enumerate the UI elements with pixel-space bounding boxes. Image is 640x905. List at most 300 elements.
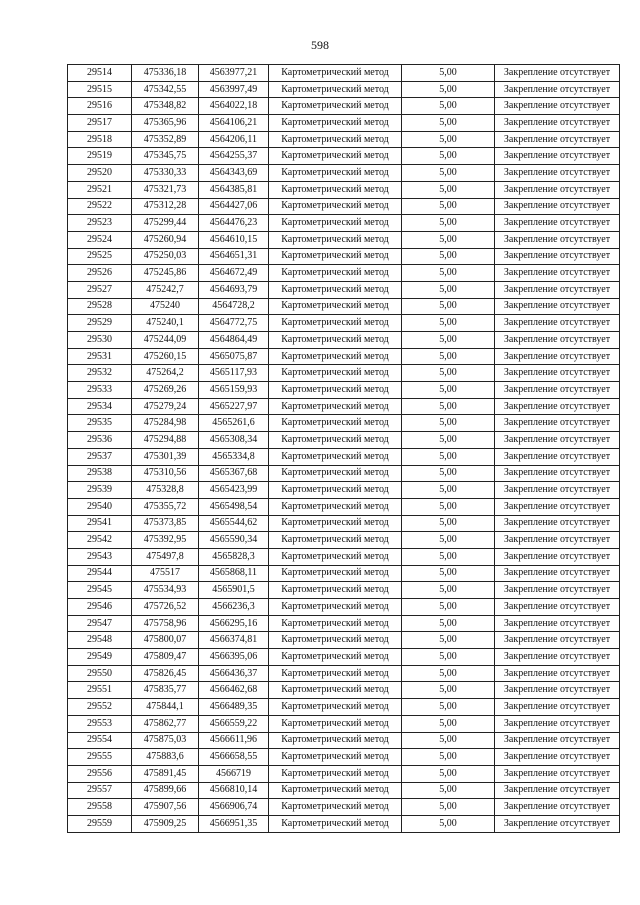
point-number-cell: 29515 (68, 81, 132, 98)
method-cell: Картометрический метод (269, 515, 402, 532)
point-number-cell: 29538 (68, 465, 132, 482)
method-cell: Картометрический метод (269, 715, 402, 732)
table-row (68, 548, 620, 565)
precision-cell: 5,00 (402, 382, 495, 399)
fixing-cell: Закрепление отсутствует (495, 548, 620, 565)
y-coordinate-cell: 4566295,16 (199, 615, 269, 632)
table-row (68, 465, 620, 482)
fixing-cell: Закрепление отсутствует (495, 715, 620, 732)
point-number-cell: 29516 (68, 98, 132, 115)
x-coordinate-cell: 475373,85 (132, 515, 199, 532)
y-coordinate-cell: 4565544,62 (199, 515, 269, 532)
y-coordinate-cell: 4565334,8 (199, 448, 269, 465)
method-cell: Картометрический метод (269, 649, 402, 666)
precision-cell: 5,00 (402, 215, 495, 232)
method-cell: Картометрический метод (269, 465, 402, 482)
fixing-cell: Закрепление отсутствует (495, 398, 620, 415)
x-coordinate-cell: 475260,94 (132, 231, 199, 248)
x-coordinate-cell: 475875,03 (132, 732, 199, 749)
method-cell: Картометрический метод (269, 231, 402, 248)
method-cell: Картометрический метод (269, 582, 402, 599)
x-coordinate-cell: 475250,03 (132, 248, 199, 265)
y-coordinate-cell: 4566236,3 (199, 599, 269, 616)
fixing-cell: Закрепление отсутствует (495, 582, 620, 599)
precision-cell: 5,00 (402, 548, 495, 565)
method-cell: Картометрический метод (269, 315, 402, 332)
x-coordinate-cell: 475284,98 (132, 415, 199, 432)
point-number-cell: 29541 (68, 515, 132, 532)
method-cell: Картометрический метод (269, 298, 402, 315)
fixing-cell: Закрепление отсутствует (495, 782, 620, 799)
precision-cell: 5,00 (402, 582, 495, 599)
x-coordinate-cell: 475310,56 (132, 465, 199, 482)
table-row (68, 198, 620, 215)
x-coordinate-cell: 475264,2 (132, 365, 199, 382)
y-coordinate-cell: 4566395,06 (199, 649, 269, 666)
precision-cell: 5,00 (402, 515, 495, 532)
precision-cell: 5,00 (402, 248, 495, 265)
y-coordinate-cell: 4564772,75 (199, 315, 269, 332)
x-coordinate-cell: 475809,47 (132, 649, 199, 666)
y-coordinate-cell: 4564672,49 (199, 265, 269, 282)
precision-cell: 5,00 (402, 98, 495, 115)
fixing-cell: Закрепление отсутствует (495, 615, 620, 632)
point-number-cell: 29533 (68, 382, 132, 399)
y-coordinate-cell: 4566611,96 (199, 732, 269, 749)
x-coordinate-cell: 475899,66 (132, 782, 199, 799)
table-row (68, 165, 620, 182)
precision-cell: 5,00 (402, 565, 495, 582)
y-coordinate-cell: 4566810,14 (199, 782, 269, 799)
point-number-cell: 29522 (68, 198, 132, 215)
method-cell: Картометрический метод (269, 215, 402, 232)
precision-cell: 5,00 (402, 281, 495, 298)
point-number-cell: 29556 (68, 765, 132, 782)
table-row (68, 515, 620, 532)
method-cell: Картометрический метод (269, 382, 402, 399)
y-coordinate-cell: 4564427,06 (199, 198, 269, 215)
table-row (68, 615, 620, 632)
method-cell: Картометрический метод (269, 749, 402, 766)
table-row (68, 415, 620, 432)
x-coordinate-cell: 475517 (132, 565, 199, 582)
table-row (68, 632, 620, 649)
fixing-cell: Закрепление отсутствует (495, 315, 620, 332)
point-number-cell: 29540 (68, 498, 132, 515)
table-row (68, 115, 620, 132)
precision-cell: 5,00 (402, 749, 495, 766)
x-coordinate-cell: 475909,25 (132, 815, 199, 832)
x-coordinate-cell: 475240,1 (132, 315, 199, 332)
table-row (68, 332, 620, 349)
point-number-cell: 29559 (68, 815, 132, 832)
y-coordinate-cell: 4565498,54 (199, 498, 269, 515)
x-coordinate-cell: 475352,89 (132, 131, 199, 148)
point-number-cell: 29517 (68, 115, 132, 132)
point-number-cell: 29527 (68, 281, 132, 298)
fixing-cell: Закрепление отсутствует (495, 281, 620, 298)
table-row (68, 382, 620, 399)
table-row (68, 715, 620, 732)
x-coordinate-cell: 475497,8 (132, 548, 199, 565)
fixing-cell: Закрепление отсутствует (495, 599, 620, 616)
precision-cell: 5,00 (402, 315, 495, 332)
method-cell: Картометрический метод (269, 815, 402, 832)
fixing-cell: Закрепление отсутствует (495, 98, 620, 115)
precision-cell: 5,00 (402, 415, 495, 432)
x-coordinate-cell: 475345,75 (132, 148, 199, 165)
y-coordinate-cell: 4565159,93 (199, 382, 269, 399)
x-coordinate-cell: 475883,6 (132, 749, 199, 766)
fixing-cell: Закрепление отсутствует (495, 432, 620, 449)
method-cell: Картометрический метод (269, 148, 402, 165)
point-number-cell: 29535 (68, 415, 132, 432)
table-row (68, 582, 620, 599)
point-number-cell: 29542 (68, 532, 132, 549)
fixing-cell: Закрепление отсутствует (495, 749, 620, 766)
point-number-cell: 29555 (68, 749, 132, 766)
fixing-cell: Закрепление отсутствует (495, 565, 620, 582)
point-number-cell: 29544 (68, 565, 132, 582)
fixing-cell: Закрепление отсутствует (495, 81, 620, 98)
x-coordinate-cell: 475348,82 (132, 98, 199, 115)
fixing-cell: Закрепление отсутствует (495, 665, 620, 682)
point-number-cell: 29551 (68, 682, 132, 699)
fixing-cell: Закрепление отсутствует (495, 348, 620, 365)
y-coordinate-cell: 4565075,87 (199, 348, 269, 365)
table-row (68, 248, 620, 265)
y-coordinate-cell: 4565868,11 (199, 565, 269, 582)
table-row (68, 231, 620, 248)
x-coordinate-cell: 475891,45 (132, 765, 199, 782)
method-cell: Картометрический метод (269, 348, 402, 365)
precision-cell: 5,00 (402, 432, 495, 449)
precision-cell: 5,00 (402, 765, 495, 782)
point-number-cell: 29537 (68, 448, 132, 465)
y-coordinate-cell: 4565590,34 (199, 532, 269, 549)
x-coordinate-cell: 475534,93 (132, 582, 199, 599)
precision-cell: 5,00 (402, 131, 495, 148)
point-number-cell: 29521 (68, 181, 132, 198)
table-row (68, 281, 620, 298)
fixing-cell: Закрепление отсутствует (495, 198, 620, 215)
precision-cell: 5,00 (402, 532, 495, 549)
method-cell: Картометрический метод (269, 98, 402, 115)
method-cell: Картометрический метод (269, 548, 402, 565)
y-coordinate-cell: 4564728,2 (199, 298, 269, 315)
x-coordinate-cell: 475342,55 (132, 81, 199, 98)
y-coordinate-cell: 4566719 (199, 765, 269, 782)
table-row (68, 181, 620, 198)
fixing-cell: Закрепление отсутствует (495, 799, 620, 816)
fixing-cell: Закрепление отсутствует (495, 148, 620, 165)
method-cell: Картометрический метод (269, 281, 402, 298)
method-cell: Картометрический метод (269, 198, 402, 215)
table-row (68, 365, 620, 382)
fixing-cell: Закрепление отсутствует (495, 382, 620, 399)
point-number-cell: 29531 (68, 348, 132, 365)
fixing-cell: Закрепление отсутствует (495, 649, 620, 666)
x-coordinate-cell: 475245,86 (132, 265, 199, 282)
table-row (68, 699, 620, 716)
precision-cell: 5,00 (402, 65, 495, 82)
x-coordinate-cell: 475907,56 (132, 799, 199, 816)
y-coordinate-cell: 4566559,22 (199, 715, 269, 732)
fixing-cell: Закрепление отсутствует (495, 498, 620, 515)
x-coordinate-cell: 475294,88 (132, 432, 199, 449)
x-coordinate-cell: 475330,33 (132, 165, 199, 182)
fixing-cell: Закрепление отсутствует (495, 465, 620, 482)
method-cell: Картометрический метод (269, 765, 402, 782)
precision-cell: 5,00 (402, 732, 495, 749)
fixing-cell: Закрепление отсутствует (495, 482, 620, 499)
y-coordinate-cell: 4564343,69 (199, 165, 269, 182)
method-cell: Картометрический метод (269, 799, 402, 816)
table-row (68, 98, 620, 115)
table-row (68, 565, 620, 582)
method-cell: Картометрический метод (269, 415, 402, 432)
precision-cell: 5,00 (402, 231, 495, 248)
method-cell: Картометрический метод (269, 732, 402, 749)
precision-cell: 5,00 (402, 815, 495, 832)
y-coordinate-cell: 4565227,97 (199, 398, 269, 415)
x-coordinate-cell: 475279,24 (132, 398, 199, 415)
table-row (68, 599, 620, 616)
precision-cell: 5,00 (402, 298, 495, 315)
point-number-cell: 29528 (68, 298, 132, 315)
y-coordinate-cell: 4565423,99 (199, 482, 269, 499)
x-coordinate-cell: 475844,1 (132, 699, 199, 716)
point-number-cell: 29552 (68, 699, 132, 716)
x-coordinate-cell: 475726,52 (132, 599, 199, 616)
y-coordinate-cell: 4564255,37 (199, 148, 269, 165)
table-row (68, 749, 620, 766)
precision-cell: 5,00 (402, 348, 495, 365)
point-number-cell: 29548 (68, 632, 132, 649)
table-row (68, 81, 620, 98)
table-row (68, 765, 620, 782)
point-number-cell: 29536 (68, 432, 132, 449)
fixing-cell: Закрепление отсутствует (495, 298, 620, 315)
point-number-cell: 29539 (68, 482, 132, 499)
x-coordinate-cell: 475244,09 (132, 332, 199, 349)
method-cell: Картометрический метод (269, 565, 402, 582)
precision-cell: 5,00 (402, 482, 495, 499)
fixing-cell: Закрепление отсутствует (495, 448, 620, 465)
y-coordinate-cell: 4565117,93 (199, 365, 269, 382)
precision-cell: 5,00 (402, 265, 495, 282)
method-cell: Картометрический метод (269, 432, 402, 449)
fixing-cell: Закрепление отсутствует (495, 181, 620, 198)
x-coordinate-cell: 475800,07 (132, 632, 199, 649)
x-coordinate-cell: 475301,39 (132, 448, 199, 465)
precision-cell: 5,00 (402, 682, 495, 699)
y-coordinate-cell: 4564864,49 (199, 332, 269, 349)
precision-cell: 5,00 (402, 365, 495, 382)
point-number-cell: 29520 (68, 165, 132, 182)
method-cell: Картометрический метод (269, 81, 402, 98)
precision-cell: 5,00 (402, 398, 495, 415)
x-coordinate-cell: 475299,44 (132, 215, 199, 232)
precision-cell: 5,00 (402, 448, 495, 465)
fixing-cell: Закрепление отсутствует (495, 231, 620, 248)
method-cell: Картометрический метод (269, 782, 402, 799)
point-number-cell: 29545 (68, 582, 132, 599)
precision-cell: 5,00 (402, 649, 495, 666)
method-cell: Картометрический метод (269, 482, 402, 499)
fixing-cell: Закрепление отсутствует (495, 815, 620, 832)
point-number-cell: 29543 (68, 548, 132, 565)
method-cell: Картометрический метод (269, 65, 402, 82)
method-cell: Картометрический метод (269, 498, 402, 515)
y-coordinate-cell: 4563977,21 (199, 65, 269, 82)
precision-cell: 5,00 (402, 181, 495, 198)
y-coordinate-cell: 4564385,81 (199, 181, 269, 198)
y-coordinate-cell: 4565308,34 (199, 432, 269, 449)
table-row (68, 65, 620, 82)
table-row (68, 432, 620, 449)
table-row (68, 448, 620, 465)
table-row (68, 782, 620, 799)
table-row (68, 649, 620, 666)
fixing-cell: Закрепление отсутствует (495, 332, 620, 349)
y-coordinate-cell: 4565901,5 (199, 582, 269, 599)
table-row (68, 298, 620, 315)
coordinates-table (67, 64, 620, 833)
table-row (68, 498, 620, 515)
precision-cell: 5,00 (402, 81, 495, 98)
method-cell: Картометрический метод (269, 665, 402, 682)
x-coordinate-cell: 475269,26 (132, 382, 199, 399)
fixing-cell: Закрепление отсутствует (495, 699, 620, 716)
point-number-cell: 29524 (68, 231, 132, 248)
method-cell: Картометрический метод (269, 632, 402, 649)
precision-cell: 5,00 (402, 465, 495, 482)
table-row (68, 265, 620, 282)
fixing-cell: Закрепление отсутствует (495, 415, 620, 432)
fixing-cell: Закрепление отсутствует (495, 532, 620, 549)
y-coordinate-cell: 4566489,35 (199, 699, 269, 716)
fixing-cell: Закрепление отсутствует (495, 765, 620, 782)
x-coordinate-cell: 475336,18 (132, 65, 199, 82)
method-cell: Картометрический метод (269, 248, 402, 265)
precision-cell: 5,00 (402, 332, 495, 349)
method-cell: Картометрический метод (269, 265, 402, 282)
method-cell: Картометрический метод (269, 181, 402, 198)
table-row (68, 398, 620, 415)
y-coordinate-cell: 4564022,18 (199, 98, 269, 115)
x-coordinate-cell: 475240 (132, 298, 199, 315)
point-number-cell: 29549 (68, 649, 132, 666)
method-cell: Картометрический метод (269, 398, 402, 415)
y-coordinate-cell: 4563997,49 (199, 81, 269, 98)
fixing-cell: Закрепление отсутствует (495, 65, 620, 82)
point-number-cell: 29553 (68, 715, 132, 732)
method-cell: Картометрический метод (269, 599, 402, 616)
precision-cell: 5,00 (402, 699, 495, 716)
table-row (68, 682, 620, 699)
point-number-cell: 29519 (68, 148, 132, 165)
fixing-cell: Закрепление отсутствует (495, 632, 620, 649)
y-coordinate-cell: 4566436,37 (199, 665, 269, 682)
x-coordinate-cell: 475826,45 (132, 665, 199, 682)
point-number-cell: 29523 (68, 215, 132, 232)
precision-cell: 5,00 (402, 198, 495, 215)
point-number-cell: 29546 (68, 599, 132, 616)
fixing-cell: Закрепление отсутствует (495, 682, 620, 699)
table-row (68, 482, 620, 499)
method-cell: Картометрический метод (269, 131, 402, 148)
point-number-cell: 29518 (68, 131, 132, 148)
method-cell: Картометрический метод (269, 332, 402, 349)
point-number-cell: 29530 (68, 332, 132, 349)
precision-cell: 5,00 (402, 799, 495, 816)
method-cell: Картометрический метод (269, 365, 402, 382)
point-number-cell: 29550 (68, 665, 132, 682)
precision-cell: 5,00 (402, 599, 495, 616)
y-coordinate-cell: 4566374,81 (199, 632, 269, 649)
method-cell: Картометрический метод (269, 165, 402, 182)
point-number-cell: 29529 (68, 315, 132, 332)
point-number-cell: 29554 (68, 732, 132, 749)
y-coordinate-cell: 4565828,3 (199, 548, 269, 565)
fixing-cell: Закрепление отсутствует (495, 365, 620, 382)
method-cell: Картометрический метод (269, 532, 402, 549)
fixing-cell: Закрепление отсутствует (495, 248, 620, 265)
coordinates-table-body (68, 65, 620, 833)
x-coordinate-cell: 475392,95 (132, 532, 199, 549)
y-coordinate-cell: 4564693,79 (199, 281, 269, 298)
y-coordinate-cell: 4564476,23 (199, 215, 269, 232)
precision-cell: 5,00 (402, 632, 495, 649)
point-number-cell: 29534 (68, 398, 132, 415)
fixing-cell: Закрепление отсутствует (495, 131, 620, 148)
y-coordinate-cell: 4566658,55 (199, 749, 269, 766)
fixing-cell: Закрепление отсутствует (495, 215, 620, 232)
method-cell: Картометрический метод (269, 448, 402, 465)
x-coordinate-cell: 475321,73 (132, 181, 199, 198)
point-number-cell: 29547 (68, 615, 132, 632)
point-number-cell: 29526 (68, 265, 132, 282)
precision-cell: 5,00 (402, 782, 495, 799)
precision-cell: 5,00 (402, 715, 495, 732)
x-coordinate-cell: 475365,96 (132, 115, 199, 132)
y-coordinate-cell: 4566462,68 (199, 682, 269, 699)
fixing-cell: Закрепление отсутствует (495, 515, 620, 532)
y-coordinate-cell: 4564206,11 (199, 131, 269, 148)
method-cell: Картометрический метод (269, 615, 402, 632)
x-coordinate-cell: 475242,7 (132, 281, 199, 298)
y-coordinate-cell: 4565367,68 (199, 465, 269, 482)
table-row (68, 215, 620, 232)
point-number-cell: 29532 (68, 365, 132, 382)
x-coordinate-cell: 475355,72 (132, 498, 199, 515)
y-coordinate-cell: 4564610,15 (199, 231, 269, 248)
table-row (68, 799, 620, 816)
x-coordinate-cell: 475758,96 (132, 615, 199, 632)
precision-cell: 5,00 (402, 615, 495, 632)
x-coordinate-cell: 475260,15 (132, 348, 199, 365)
table-row (68, 131, 620, 148)
point-number-cell: 29557 (68, 782, 132, 799)
precision-cell: 5,00 (402, 115, 495, 132)
fixing-cell: Закрепление отсутствует (495, 265, 620, 282)
x-coordinate-cell: 475862,77 (132, 715, 199, 732)
y-coordinate-cell: 4565261,6 (199, 415, 269, 432)
y-coordinate-cell: 4566906,74 (199, 799, 269, 816)
fixing-cell: Закрепление отсутствует (495, 165, 620, 182)
y-coordinate-cell: 4564651,31 (199, 248, 269, 265)
